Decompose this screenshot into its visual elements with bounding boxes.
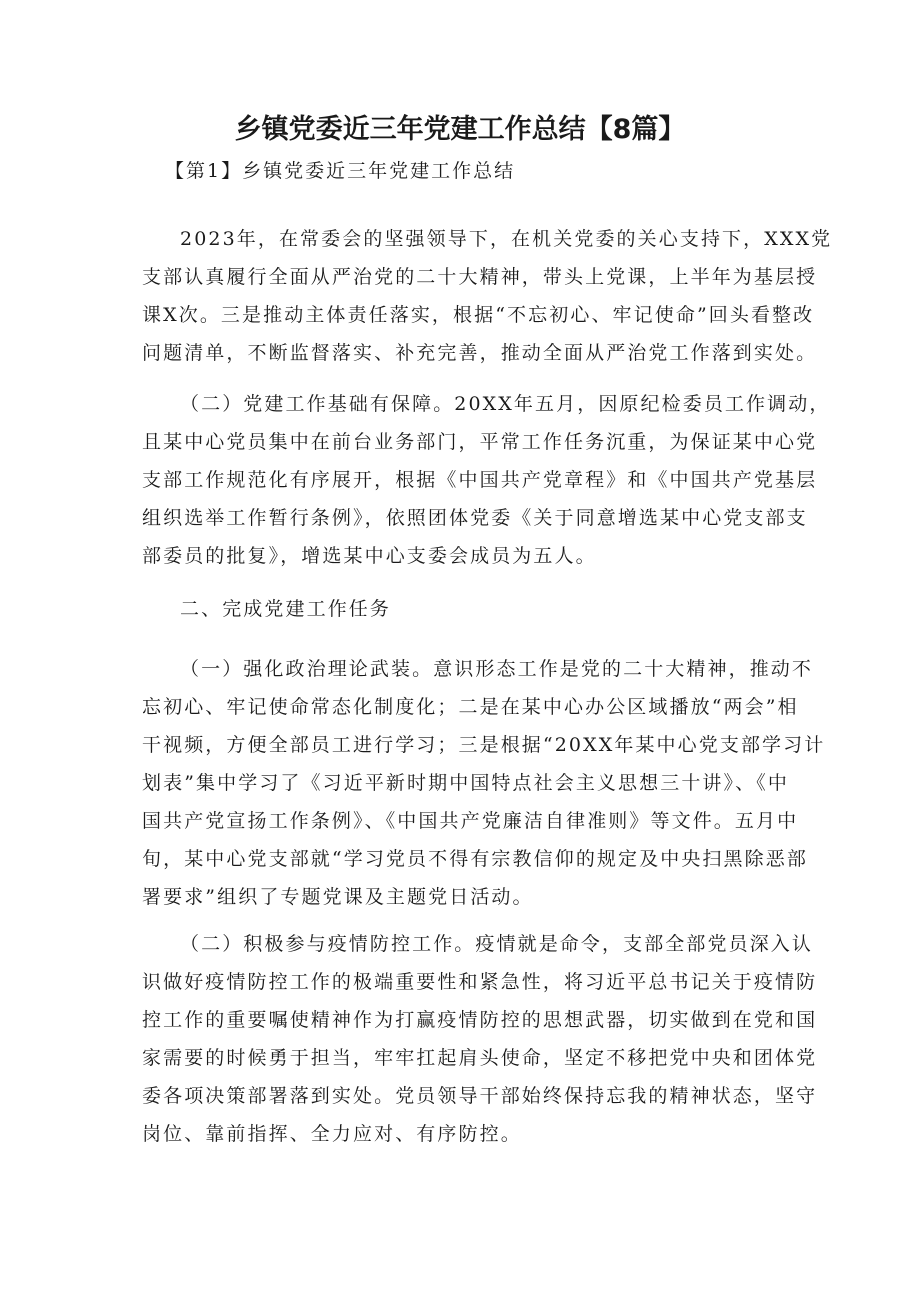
paragraph-line: （二）积极参与疫情防控工作。疫情就是命令，支部全部党员深入认 [180,933,814,955]
paragraph-line: 组织选举工作暂行条例》，依照团体党委《关于同意增选某中心党支部支 [142,507,808,529]
paragraph-line: 问题清单，不断监督落实、补充完善，推动全面从严治党工作落到实处。 [142,342,818,364]
paragraph-3 [142,650,826,916]
paragraph-line: 控工作的重要嘱使精神作为打赢疫情防控的思想武器，切实做到在党和国 [142,1009,818,1031]
paragraph-line: 2023年，在常委会的坚强领导下，在机关党委的关心支持下，XXX党 [180,228,833,250]
paragraph-line: 课X次。三是推动主体责任落实，根据“不忘初心、牢记使命”回头看整改 [142,304,815,326]
paragraph-line: 忘初心、牢记使命常态化制度化；二是在某中心办公区域播放“两会”相 [142,696,799,718]
paragraph-line: 识做好疫情防控工作的极端重要性和紧急性，将习近平总书记关于疫情防 [142,971,818,993]
paragraph-line: 岗位、靠前指挥、全力应对、有序防控。 [142,1123,522,1145]
paragraph-line: 支部认真履行全面从严治党的二十大精神，带头上党课，上半年为基层授 [142,266,818,288]
document-title: 乡镇党委近三年党建工作总结【8篇】 [234,114,686,145]
section-heading-2 [142,590,782,628]
paragraph-line: 国共产党宣扬工作条例》、《中国共产党廉洁自律准则》等文件。五月中 [142,810,799,832]
paragraph-line: 部委员的批复》，增选某中心支委会成员为五人。 [142,545,597,567]
paragraph-line: 且某中心党员集中在前台业务部门，平常工作任务沉重，为保证某中心党 [142,431,818,453]
paragraph-line: 旬，某中心党支部就“学习党员不得有宗教信仰的规定及中央扫黑除恶部 [142,848,808,870]
paragraph-line: （一）强化政治理论武装。意识形态工作是党的二十大精神，推动不 [180,658,814,680]
paragraph-line: 支部工作规范化有序展开，根据《中国共产党章程》和《中国共产党基层 [142,469,818,491]
paragraph-1 [142,220,833,372]
section-title: 二、完成党建工作任务 [180,598,392,620]
paragraph-line: 家需要的时候勇于担当，牢牢扛起肩头使命，坚定不移把党中央和团体党 [142,1047,818,1069]
paragraph-line: 署要求”组织了专题党课及主题党日活动。 [142,886,534,908]
paragraph-2 [142,385,831,575]
paragraph-line: 划表”集中学习了《习近平新时期中国特点社会主义思想三十讲》、《中 [142,772,789,794]
paragraph-line: 委各项决策部署落到实处。党员领导干部始终保持忘我的精神状态，坚守 [142,1085,818,1107]
paragraph-line: 干视频，方便全部员工进行学习；三是根据“20XX年某中心党支部学习计 [142,734,826,756]
paragraph-line: （二）党建工作基础有保障。20XX年五月，因原纪检委员工作调动， [180,393,831,415]
paragraph-4 [142,925,818,1153]
section-heading: 【第1】乡镇党委近三年党建工作总结 [165,160,516,182]
